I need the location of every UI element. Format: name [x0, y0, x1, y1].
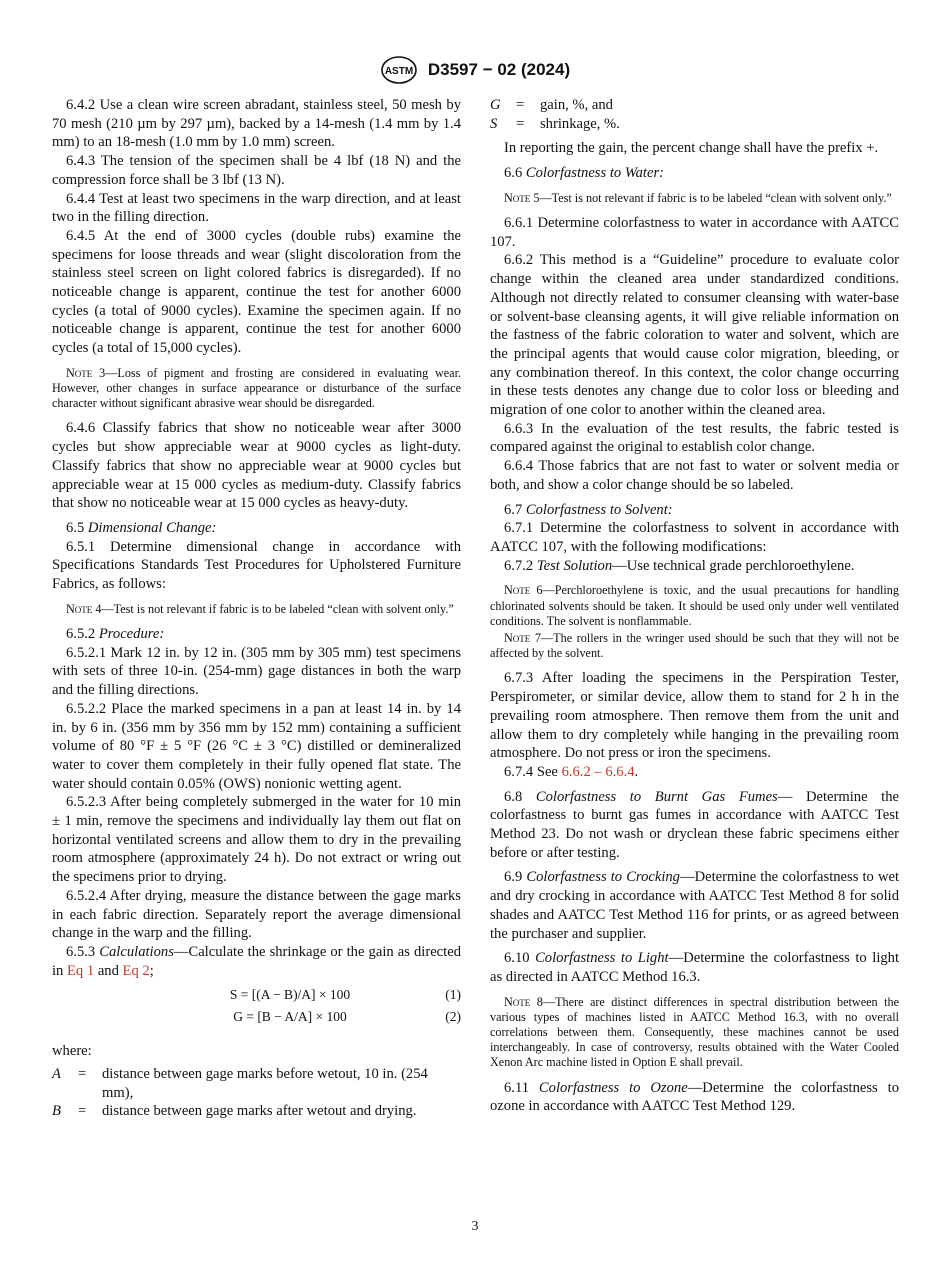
page-number: 3 — [471, 1219, 479, 1234]
page-header — [0, 55, 950, 85]
eq2-link[interactable]: Eq 2 — [122, 962, 150, 979]
note-6: Note 6—Perchloroethylene is toxic, and the usual precautions for handling chlorinated solvents should be taken. It should be used only under well ventilated conditions. The solvent is nonflammable. — [490, 583, 899, 628]
definition-g: G = gain, %, and — [490, 97, 613, 113]
para-gain-prefix: In reporting the gain, the percent change shall have the prefix +. — [504, 140, 879, 157]
equation-1: S = [(A − B)/A] × 100 (1) — [229, 987, 461, 1003]
para-6-5-1: 6.5.1 Determine dimensional change in accordance with Specifications Standards Test Procedures for Upholstered Furniture Fabrics, as follows: — [52, 538, 461, 593]
svg-text:ASTM: ASTM — [384, 66, 414, 77]
left-column — [52, 96, 461, 1121]
section-range-link[interactable]: 6.6.2 – 6.6.4 — [561, 763, 635, 780]
para-6-6-2: 6.6.2 This method is a “Guideline” procedure to evaluate color change within the cleaned area under standardized conditions. Although not directly related to consumer cleansing with water-base or solvent-base cleansing agents, it will give reliable information on the fastness of the fabric coloration to water and solvent, which are the principal agents that would cause color migration, bleeding, or any combination thereof. In this context, the color change occurring in these tests denotes any change due to color loss or bleeding and migration of one color to another within the cleaned area. — [490, 252, 899, 419]
para-6-7-3: 6.7.3 After loading the specimens in the Perspiration Tester, Perspirometer, or similar device, allow them to stand for 2 h in the prevailing room atmosphere. Then remove them from the unit and allow them to dry completely while hanging in the prevailing room atmosphere. Do not press or iron the specimens. — [490, 670, 899, 762]
para-6-4-3: 6.4.3 The tension of the specimen shall be 4 lbf (18 N) and the compression force shall be 3 lbf (13 N). — [52, 153, 461, 188]
para-6-9: 6.9 Colorfastness to Crocking—Determine the colorfastness to wet and dry crocking in accordance with AATCC Test Method 8 for solid shades and AATCC Test Method 116 for prints, or as agreed between the purchaser and supplier. — [490, 869, 900, 942]
para-6-7-4: 6.7.4 See 6.6.2 – 6.6.4. — [504, 763, 639, 780]
para-6-11: 6.11 Colorfastness to Ozone—Determine the colorfastness to ozone in accordance with AATCC Test Method 129. — [490, 1079, 899, 1115]
para-6-7-1: 6.7.1 Determine the colorfastness to solvent in accordance with AATCC 107, with the following modifications: — [490, 520, 899, 555]
eq1-link[interactable]: Eq 1 — [67, 962, 95, 979]
definition-a: A = distance between gage marks before wetout, 10 in. (254 mm), — [52, 1066, 428, 1101]
para-6-10: 6.10 Colorfastness to Light—Determine the colorfastness to light as directed in AATCC Method 16.3. — [490, 950, 900, 985]
definition-s: S = shrinkage, %. — [490, 115, 620, 132]
section-6-6-heading: 6.6 Colorfastness to Water: — [504, 165, 665, 182]
para-6-7-2: 6.7.2 Test Solution—Use technical grade perchloroethylene. — [504, 557, 855, 574]
para-6-8: 6.8 Colorfastness to Burnt Gas Fumes— Determine the colorfastness to burnt gas fumes in accordance with AATCC Test Method 23. Do not wash or dryclean these fabric specimens either before or after testing. — [490, 788, 900, 861]
section-6-5-heading: 6.5 Dimensional Change: — [66, 519, 217, 536]
para-6-4-5: 6.4.5 At the end of 3000 cycles (double rubs) examine the specimens for loose threads and wear (slight discoloration from the stainless steel screen on light colored fabrics is disregarded). If no noticeable change is apparent, continue the test for another 6000 cycles (a total of 9000 cycles). Examine the specimen again. If no noticeable change is apparent, continue the test for another 6000 cycles (a total of 15,000 cycles). — [52, 227, 461, 357]
para-6-5-2-1: 6.5.2.1 Mark 12 in. by 12 in. (305 mm by 305 mm) test specimens with sets of three 10-in. (254-mm) gage distances in both the warp and the filling directions. — [52, 644, 461, 699]
section-6-5-2-heading: 6.5.2 Procedure: — [66, 625, 165, 642]
where-label: where: — [52, 1043, 92, 1060]
para-6-5-2-2: 6.5.2.2 Place the marked specimens in a pan at least 14 in. by 14 in. by 6 in. (356 mm by 356 mm by 152 mm) containing a sufficient volume of 80 °F ± 5 °F (26 °C ± 3 °C) distilled or demineralized water to cover them completely in their fully opened flat state. The water should contain 0.05% (OWS) nonionic wetting agent. — [52, 700, 461, 792]
document-designation: D3597 − 02 (2024) — [427, 60, 571, 79]
astm-logo — [380, 55, 418, 85]
note-4: Note 4—Test is not relevant if fabric is to be labeled “clean with solvent only.” — [66, 601, 454, 616]
note-7: Note 7—The rollers in the wringer used should be such that they will not be affected by the solvent. — [490, 630, 899, 661]
section-6-7-heading: 6.7 Colorfastness to Solvent: — [504, 501, 673, 518]
para-6-5-2-3: 6.5.2.3 After being completely submerged in the water for 10 min ± 1 min, remove the specimens and individually lay them out flat on horizontal ventilated screens and allow them to dry in the prevailing room atmosphere (approximately 24 h). Do not extract or wring out the specimens prior to drying. — [52, 794, 461, 886]
equation-2: G = [B − A/A] × 100 (2) — [233, 1009, 461, 1025]
para-6-4-4: 6.4.4 Test at least two specimens in the warp direction, and at least two in the filling direction. — [52, 190, 461, 226]
para-6-5-3: 6.5.3 Calculations—Calculate the shrinkage or the gain as directed in Eq 1 and Eq 2; — [52, 943, 461, 979]
definition-b: B = distance between gage marks after wetout and drying. — [52, 1103, 417, 1120]
note-3: Note 3—Loss of pigment and frosting are considered in evaluating wear. However, other changes in surface appearance or disturbance of the surface character without significant abrasive wear should be disregarded. — [52, 365, 462, 411]
para-6-5-2-4: 6.5.2.4 After drying, measure the distance between the gage marks in each fabric direction. Separately report the average dimensional change in the warp and the filling. — [52, 887, 461, 942]
para-6-4-2: 6.4.2 Use a clean wire screen abradant, stainless steel, 50 mesh by 70 mesh (210 µm by 297 µm), backed by a 14-mesh (1.4 mm by 1.4 mm) to an 18-mesh (1.0 mm by 1.0 mm) screen. — [52, 97, 461, 151]
note-5: Note 5—Test is not relevant if fabric is to be labeled “clean with solvent only.” — [504, 190, 892, 205]
right-column — [490, 96, 899, 1116]
para-6-6-1: 6.6.1 Determine colorfastness to water in accordance with AATCC 107. — [490, 215, 899, 250]
para-6-6-3: 6.6.3 In the evaluation of the test results, the fabric tested is compared against the original to establish color change. — [490, 420, 899, 456]
note-8: Note 8—There are distinct differences in spectral distribution between the various types of machines listed in AATCC Method 16.3, with no overall correlations between them. Consequently, these machines cannot be used interchangeably. In case of controversy, results obtained with the Water Cooled Xenon Arc machine listed in Option E shall prevail. — [490, 994, 900, 1070]
para-6-4-6: 6.4.6 Classify fabrics that show no noticeable wear after 3000 cycles but show appreciable wear at 9000 cycles as light-duty. Classify fabrics that show no appreciable wear at 9000 cycles but appreciable wear at 15 000 cycles as medium-duty. Classify fabrics that show no noticeable wear at 15 000 cycles as heavy-duty. — [52, 420, 461, 512]
para-6-6-4: 6.6.4 Those fabrics that are not fast to water or solvent media or both, and show a color change should be so labeled. — [490, 458, 899, 493]
